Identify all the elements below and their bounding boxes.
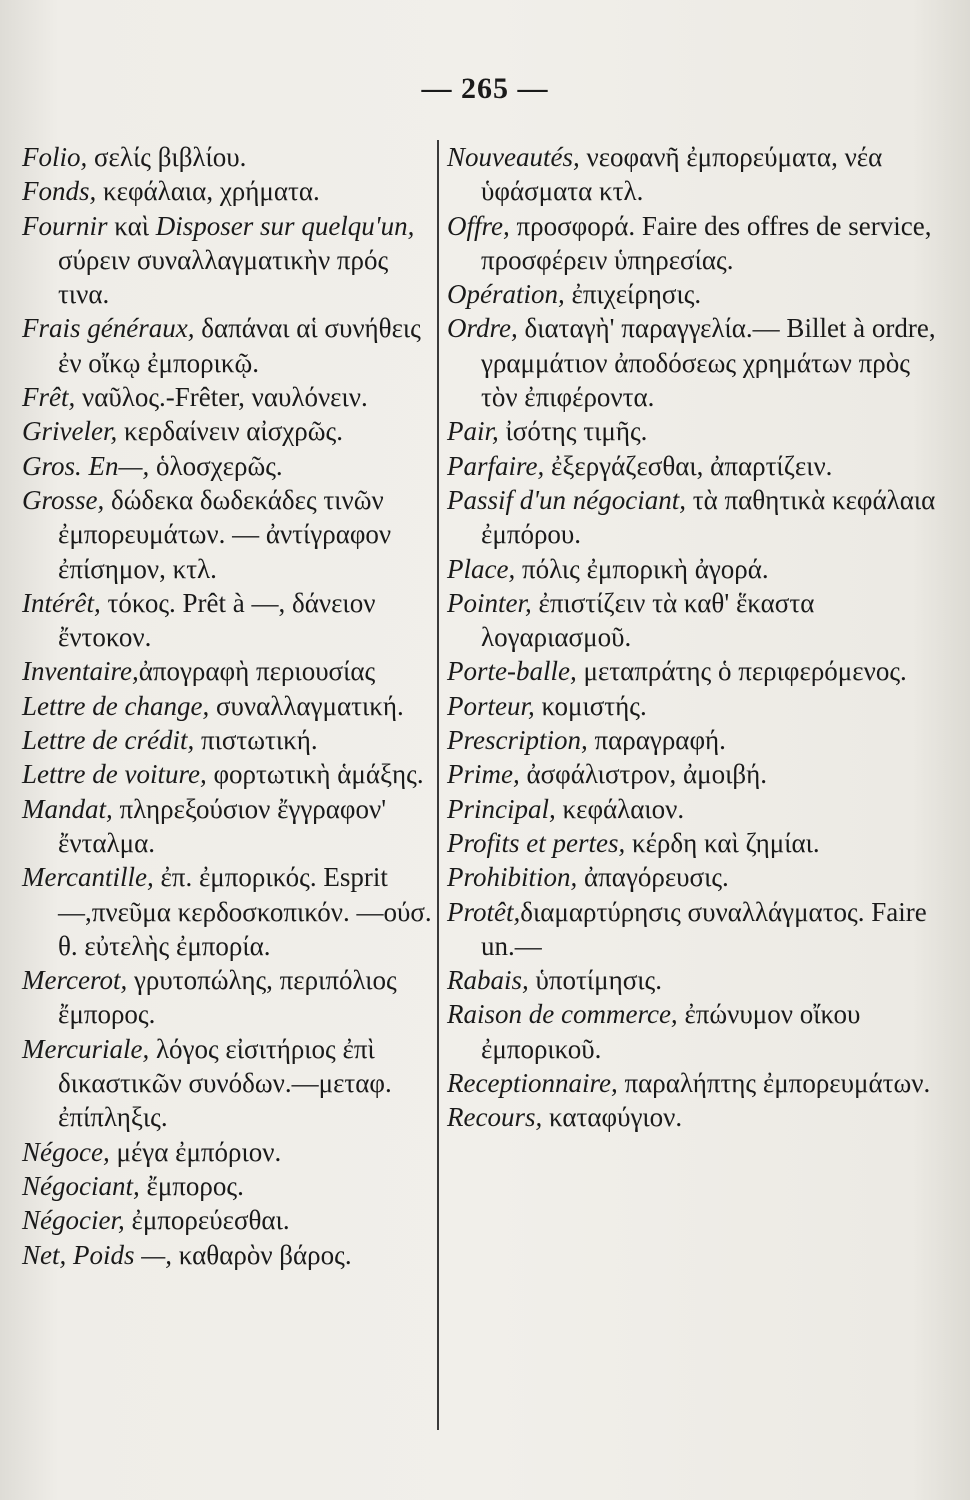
- definition: πιστωτική.: [194, 725, 318, 756]
- dictionary-entry: [447, 1066, 952, 1100]
- definition: ἀπαγόρευσις.: [577, 862, 729, 893]
- dictionary-entry: [22, 792, 432, 861]
- dictionary-entry: [22, 174, 432, 208]
- definition: σελίς βιβλίου.: [87, 142, 247, 172]
- headword: Prescription,: [447, 725, 588, 756]
- definition: ἐξεργάζεσθαι, ἀπαρτίζειν.: [544, 450, 833, 481]
- headword: Fonds,: [22, 176, 97, 207]
- headword: Lettre de voiture,: [22, 759, 207, 790]
- dictionary-entry: [447, 895, 952, 964]
- headword: Mandat,: [22, 793, 113, 824]
- dictionary-entry: [447, 414, 952, 448]
- dictionary-entry: [447, 757, 952, 791]
- headword: Principal,: [447, 793, 556, 824]
- definition: ὑποτίμησις.: [528, 965, 662, 996]
- definition: ἐπιστίζειν τὰ καθ' ἕκαστα λογαριασμοῦ.: [481, 587, 815, 653]
- dictionary-entry: [447, 826, 952, 860]
- definition: μέγα ἐμπόριον.: [109, 1136, 282, 1167]
- definition: παραγραφή.: [587, 725, 726, 756]
- headword: Prohibition,: [447, 862, 578, 893]
- definition: ἰσότης τιμῆς.: [498, 416, 648, 447]
- headword: Gros. En—,: [22, 450, 150, 481]
- definition: παραλήπτης ἐμπορευμάτων.: [617, 1068, 931, 1099]
- dictionary-entry: [447, 963, 952, 997]
- headword: Mercuriale,: [22, 1033, 150, 1064]
- headword: Pair,: [447, 416, 499, 447]
- headword: Recours,: [447, 1102, 543, 1133]
- headword: Folio,: [22, 142, 88, 172]
- headword: Offre,: [447, 210, 510, 241]
- page-number: — 265 —: [421, 72, 549, 105]
- definition: κεφάλαιον.: [555, 793, 685, 824]
- headword: Disposer sur quelqu'un,: [155, 210, 415, 241]
- dictionary-entry: [22, 311, 432, 380]
- headword: Nouveautés,: [447, 142, 580, 172]
- definition: ἐμπορεύεσθαι.: [124, 1205, 290, 1236]
- dictionary-entry: [22, 963, 432, 1032]
- definition: κομιστής.: [534, 690, 647, 721]
- dictionary-entry: [447, 483, 952, 552]
- dictionary-entry: [447, 311, 952, 414]
- headword: Intérêt,: [22, 587, 101, 618]
- definition: λόγος εἰσιτήριος ἐπὶ δικαστικῶν συνόδων.—μεταφ. ἐπίπληξις.: [58, 1033, 392, 1133]
- headword: Opération,: [447, 279, 565, 310]
- definition: τὰ παθητικὰ κεφάλαια ἐμπόρου.: [481, 484, 936, 550]
- definition: ἀπογραφὴ περιουσίας: [138, 656, 376, 687]
- headword: Mercerot,: [22, 965, 128, 996]
- dictionary-entry: [22, 1032, 432, 1135]
- dictionary-entry: [22, 689, 432, 723]
- definition: δαπάναι αἱ συνήθεις ἐν οἴκῳ ἐμπορικῷ.: [58, 313, 421, 378]
- definition: πόλις ἐμπορικὴ ἀγορά.: [515, 553, 769, 584]
- right-column: [447, 140, 952, 1135]
- headword: Raison de commerce,: [447, 999, 678, 1030]
- dictionary-entry: [22, 380, 432, 414]
- dictionary-entry: [22, 449, 432, 483]
- headword: Ordre,: [447, 313, 518, 344]
- definition: κεφάλαια, χρήματα.: [96, 176, 320, 207]
- dictionary-entry: [22, 414, 432, 448]
- definition: ἐπ. ἐμπορικός. Esprit—,πνεῦμα κερδοσκοπικόν. —ούσ. θ. εὐτελὴς ἐμπορία.: [58, 862, 432, 961]
- dictionary-entry: [447, 140, 952, 209]
- headword: Net, Poids —,: [22, 1239, 173, 1270]
- headword: Négociant,: [22, 1170, 140, 1201]
- headword: Frais généraux,: [22, 313, 195, 344]
- definition: ὁλοσχερῶς.: [149, 450, 283, 481]
- definition: πληρεξούσιον ἔγγραφον' ἔνταλμα.: [58, 793, 387, 858]
- dictionary-entry: [22, 209, 432, 312]
- dictionary-entry: [447, 586, 952, 655]
- definition: κέρδη καὶ ζημίαι.: [625, 827, 820, 858]
- definition: ἐπιχείρησις.: [564, 279, 702, 310]
- definition: μεταπράτης ὁ περιφερόμενος.: [576, 656, 907, 687]
- definition: καταφύγιον.: [542, 1102, 683, 1133]
- definition: συναλλαγματική.: [209, 690, 404, 721]
- dictionary-entry: [447, 277, 952, 311]
- definition: σύρειν συναλλαγματικὴν πρός τινα.: [58, 244, 389, 310]
- dictionary-entry: [22, 1135, 432, 1169]
- dictionary-entry: [22, 723, 432, 757]
- definition: καθαρὸν βάρος.: [172, 1239, 352, 1270]
- headword: Porte-balle,: [447, 656, 577, 687]
- definition: γρυτοπώλης, περιπόλιος ἔμπορος.: [58, 965, 397, 1030]
- definition: κερδαίνειν αἰσχρῶς.: [117, 416, 343, 447]
- dictionary-entry: [447, 449, 952, 483]
- headword: Grosse,: [22, 484, 105, 515]
- column-divider: [437, 140, 439, 1430]
- dictionary-entry: [447, 1100, 952, 1134]
- headword: Frêt,: [22, 382, 76, 413]
- headword: Négocier,: [22, 1205, 125, 1236]
- definition: φορτωτικὴ ἁμάξης.: [206, 759, 424, 790]
- dictionary-entry: [22, 1203, 432, 1237]
- headword: Mercantille,: [22, 862, 154, 893]
- dictionary-entry: [22, 860, 432, 963]
- left-column: [22, 140, 432, 1272]
- definition: διαταγὴ' παραγγελία.— Billet à ordre, γραμμάτιον ἀποδόσεως χρημάτων πρὸς τὸν ἐπιφέροντα.: [481, 313, 936, 413]
- headword: Rabais,: [447, 965, 529, 996]
- definition: τόκος. Prêt à —, δάνειον ἔντοκον.: [58, 587, 376, 653]
- headword: Porteur,: [447, 690, 535, 721]
- definition: προσφορά. Faire des offres de service, προσφέρειν ὑπηρεσίας.: [481, 210, 932, 275]
- dictionary-entry: [447, 792, 952, 826]
- headword: Lettre de crédit,: [22, 725, 195, 756]
- dictionary-entry: [22, 757, 432, 791]
- headword: Pointer,: [447, 587, 532, 618]
- dictionary-entry: [447, 860, 952, 894]
- definition: ἀσφάλιστρον, ἀμοιβή.: [519, 759, 768, 790]
- definition: καὶ: [107, 210, 156, 241]
- headword: Lettre de change,: [22, 690, 210, 721]
- dictionary-entry: [22, 654, 432, 688]
- headword: Inventaire,: [22, 656, 139, 687]
- headword: Profits et pertes,: [447, 827, 626, 858]
- definition: δώδεκα δωδεκάδες τινῶν ἐμπορευμάτων. — ἀντίγραφον ἐπίσημον, κτλ.: [58, 484, 392, 584]
- definition: ναῦλος.-Frêter, ναυλόνειν.: [75, 382, 368, 413]
- headword: Négoce,: [22, 1136, 110, 1167]
- dictionary-entry: [22, 1169, 432, 1203]
- dictionary-entry: [22, 483, 432, 586]
- dictionary-entry: [447, 723, 952, 757]
- dictionary-entry: [22, 586, 432, 655]
- dictionary-entry: [447, 997, 952, 1066]
- definition: ἐπώνυμον οἴκου ἐμπορικοῦ.: [481, 999, 861, 1064]
- dictionary-entry: [447, 209, 952, 278]
- dictionary-entry: [447, 654, 952, 688]
- headword: Receptionnaire,: [447, 1068, 618, 1099]
- headword: Griveler,: [22, 416, 118, 447]
- definition: διαμαρτύρησις συναλλάγματος. Faire un.—: [481, 896, 927, 961]
- dictionary-entry: [447, 552, 952, 586]
- headword: Place,: [447, 553, 516, 584]
- dictionary-entry: [22, 140, 432, 174]
- headword: Parfaire,: [447, 450, 545, 481]
- headword: Fournir: [22, 210, 108, 241]
- definition: ἔμπορος.: [139, 1170, 244, 1201]
- definition: νεοφανῆ ἐμπορεύματα, νέα ὑφάσματα κτλ.: [481, 142, 883, 207]
- dictionary-entry: [447, 689, 952, 723]
- headword: Passif d'un négociant,: [447, 484, 687, 515]
- headword: Protêt,: [447, 896, 521, 927]
- dictionary-entry: [22, 1238, 432, 1272]
- headword: Prime,: [447, 759, 520, 790]
